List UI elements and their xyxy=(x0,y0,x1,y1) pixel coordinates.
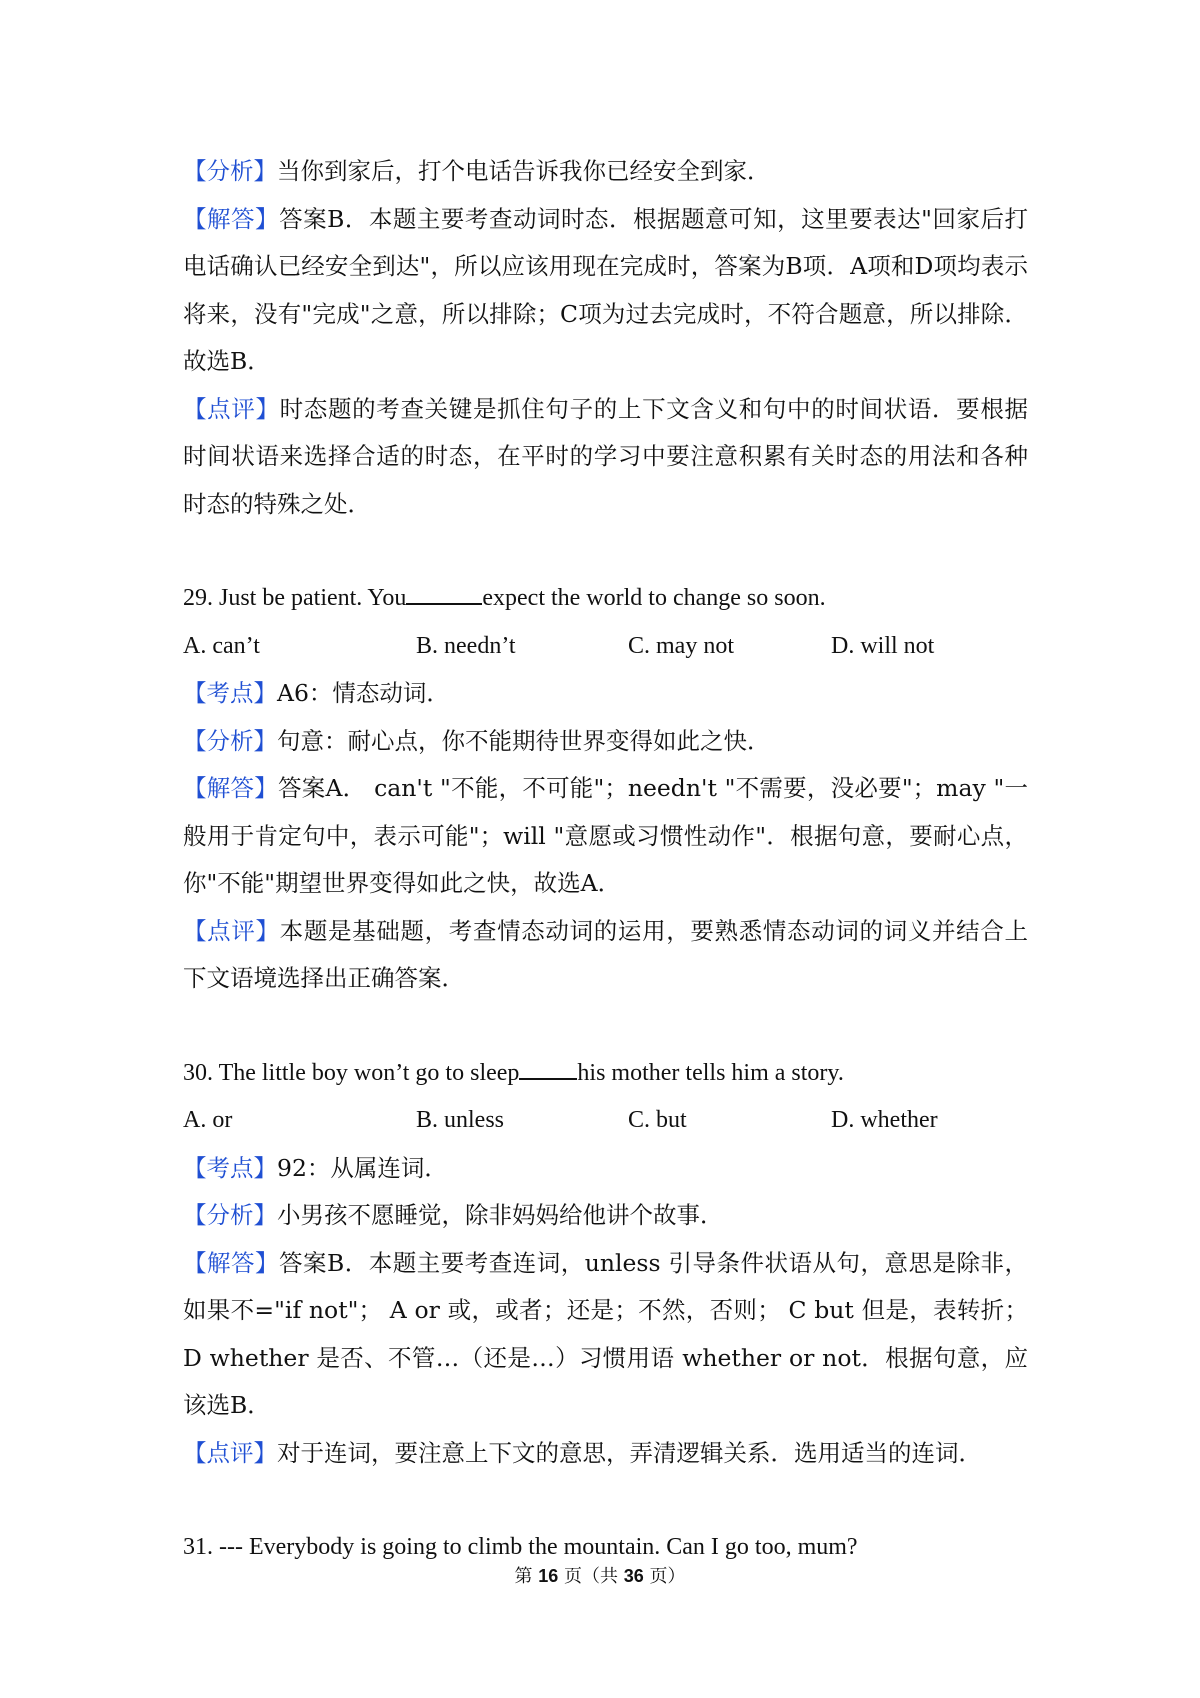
page-content xyxy=(183,148,1028,1572)
key-point-paragraph: 【考点】A6：情态动词． xyxy=(183,679,450,707)
option-d: D. whether xyxy=(831,1107,938,1133)
current-page-number: 16 xyxy=(538,1566,559,1586)
answer-paragraph: 【解答】答案B．本题主要考查连词，unless 引导条件状语从句，意思是除非，如果不="if not"； A or 或，或者；还是；不然，否则； C but 但是，表转折；D whether 是否、不管…（还是…）习惯用语 whether or not．根据句意，应该选B． xyxy=(183,1248,1028,1419)
analysis-paragraph: 【分析】句意：耐心点，你不能期待世界变得如此之快． xyxy=(183,726,771,755)
option-b: B. needn’t xyxy=(416,632,516,659)
section-tag: 【考点】 xyxy=(183,679,277,707)
option-c: C. may not xyxy=(628,632,734,659)
paragraph-text: 时态题的考查关键是抓住句子的上下文含义和句中的时间状语．要根据时间状语来选择合适的时态，在平时的学习中要注意积累有关时态的用法和各种时态的特殊之处． xyxy=(183,394,1029,518)
section-tag: 【考点】 xyxy=(183,1153,277,1182)
comment-paragraph: 【点评】对于连词，要注意上下文的意思，弄清逻辑关系．选用适当的连词． xyxy=(183,1438,982,1467)
comment-paragraph xyxy=(183,386,1028,529)
section-tag: 【解答】 xyxy=(183,1248,279,1277)
option-d: D. will not xyxy=(831,632,935,659)
answer-paragraph xyxy=(183,196,1028,386)
section-tag: 【解答】 xyxy=(183,774,278,802)
answer-paragraph: 【解答】答案A． can't "不能，不可能"；needn't "不需要，没必要"；may "一般用于肯定句中，表示可能"；will "意愿或习惯性动作"．根据句意，要耐心点，你"不能"期望世界变得如此之快，故选A． xyxy=(183,774,1028,897)
question-29-options xyxy=(183,623,1028,671)
paragraph-text: 答案B．本题主要考查动词时态．根据题意可知，这里要表达"回家后打电话确认已经安全到达"，所以应该用现在完成时，答案为B项．A项和D项均表示将来，没有"完成"之意，所以排除；C项为过去完成时，不符合题意，所以排除．故选B． xyxy=(183,204,1029,375)
option-b: B. unless xyxy=(416,1107,505,1133)
section-tag: 【分析】 xyxy=(183,157,277,185)
question-30-options xyxy=(183,1097,1028,1145)
question-29-stem: 29. Just be patient. You expect the world to change so soon. xyxy=(183,575,1028,623)
option-a: A. or xyxy=(183,1107,233,1133)
section-tag: 【点评】 xyxy=(183,916,280,945)
total-page-count: 36 xyxy=(623,1566,644,1586)
question-31-stem: 31. --- Everybody is going to climb the mountain. Can I go too, mum? xyxy=(183,1534,858,1560)
section-tag: 【点评】 xyxy=(183,1438,277,1467)
section-tag: 【点评】 xyxy=(183,394,280,423)
analysis-paragraph: 【分析】小男孩不愿睡觉，除非妈妈给他讲个故事． xyxy=(183,1201,724,1229)
page-footer: 第 16 页（共 36 页） xyxy=(514,1566,686,1587)
option-c: C. but xyxy=(628,1107,687,1133)
key-point-paragraph: 【考点】92：从属连词． xyxy=(183,1153,448,1182)
paragraph-text: 当你到家后，打个电话告诉我你已经安全到家． xyxy=(277,157,771,185)
section-tag: 【分析】 xyxy=(183,1201,277,1229)
answer-blank xyxy=(519,1056,577,1080)
section-tag: 【解答】 xyxy=(183,204,280,233)
option-a: A. can’t xyxy=(183,632,260,659)
answer-blank xyxy=(406,581,482,605)
question-30-stem: 30. The little boy won’t go to sleep his mother tells him a story. xyxy=(183,1050,1028,1098)
analysis-paragraph xyxy=(183,148,1028,196)
comment-paragraph: 【点评】本题是基础题，考查情态动词的运用，要熟悉情态动词的词义并结合上下文语境选择出正确答案． xyxy=(183,916,1029,992)
section-tag: 【分析】 xyxy=(183,726,277,755)
